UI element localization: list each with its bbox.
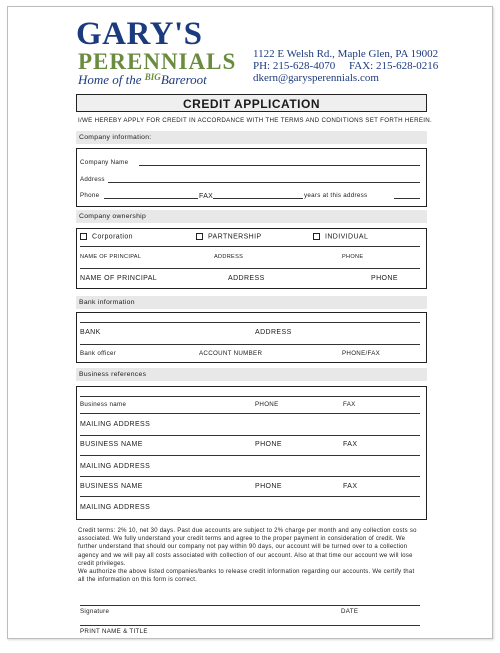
ref-3-mailing-line[interactable] [80, 496, 420, 497]
address-label: Address [80, 176, 105, 183]
authorization-paragraph: We authorize the above listed companies/banks to release credit information regarding our accounts. We certify that all the information on this form is correct. [78, 569, 415, 584]
principal-2-address-label: ADDRESS [228, 275, 265, 282]
company-phones: PH: 215-628-4070 FAX: 215-628-0216 [253, 60, 439, 72]
phone-field[interactable] [104, 198, 198, 199]
credit-terms [78, 527, 423, 584]
logo-garys: GARY'S [76, 16, 203, 52]
tagline-suffix: Bareroot [160, 72, 207, 87]
bank-label: BANK [80, 329, 101, 336]
section-references: Business references [76, 368, 427, 381]
logo-tagline [78, 73, 207, 86]
bank-officer-label: Bank officer [80, 350, 117, 357]
ref-2-name-label: BUSINESS NAME [80, 441, 143, 448]
principal-1-phone-label: PHONE [342, 254, 364, 260]
bank-line-1[interactable] [80, 322, 420, 323]
account-number-label: ACCOUNT NUMBER [199, 350, 263, 357]
bank-address-label: ADDRESS [255, 329, 292, 336]
corporation-checkbox[interactable] [80, 233, 87, 240]
corporation-label: Corporation [92, 233, 133, 241]
section-ownership: Company ownership [76, 210, 427, 223]
company-email: dkern@garysperennials.com [253, 72, 379, 84]
signature-line[interactable] [80, 605, 420, 606]
company-name-field[interactable] [139, 165, 420, 166]
phone-label: Phone [80, 192, 100, 199]
company-name-label: Company Name [80, 159, 129, 166]
form-title: CREDIT APPLICATION [76, 94, 427, 112]
ref-1-name-label: Business name [80, 401, 127, 408]
tagline-prefix: Home of the [78, 72, 145, 87]
principal-2-field[interactable] [80, 268, 420, 269]
years-label: years at this address [304, 192, 368, 199]
individual-label: INDIVIDUAL [325, 233, 369, 241]
option-individual[interactable] [313, 233, 368, 240]
section-bank: Bank information [76, 296, 427, 309]
option-corporation[interactable] [80, 233, 133, 240]
tagline-big: BIG [144, 72, 161, 82]
bank-line-2[interactable] [80, 344, 420, 345]
print-name-line[interactable] [80, 625, 420, 626]
principal-2-phone-label: PHONE [371, 275, 398, 282]
option-partnership[interactable] [196, 233, 262, 240]
ref-1-mailing-label: MAILING ADDRESS [80, 421, 151, 428]
credit-application-page [7, 6, 493, 639]
intro-statement: I/WE HEREBY APPLY FOR CREDIT IN ACCORDANCE WITH THE TERMS AND CONDITIONS SET FORTH HEREIN. [78, 117, 433, 124]
signature-label: Signature [80, 608, 110, 615]
ref-3-line[interactable] [80, 476, 420, 477]
ref-3-phone-label: PHONE [255, 483, 282, 490]
ref-1-fax-label: FAX [343, 401, 356, 408]
ref-2-mailing-line[interactable] [80, 455, 420, 456]
fax-field[interactable] [213, 198, 303, 199]
principal-1-name-label: NAME OF PRINCIPAL [80, 254, 142, 260]
address-field[interactable] [108, 182, 420, 183]
ref-1-phone-label: PHONE [255, 401, 279, 408]
ref-2-mailing-label: MAILING ADDRESS [80, 463, 151, 470]
years-field[interactable] [394, 198, 420, 199]
section-company-info: Company information: [76, 131, 427, 144]
ref-3-mailing-label: MAILING ADDRESS [80, 504, 151, 511]
company-address: 1122 E Welsh Rd., Maple Glen, PA 19002 [253, 48, 439, 60]
bank-phone-fax-label: PHONE/FAX [342, 350, 381, 357]
ref-3-fax-label: FAX [343, 483, 358, 490]
ref-2-fax-label: FAX [343, 441, 358, 448]
date-label: DATE [341, 608, 359, 615]
principal-1-field[interactable] [80, 246, 420, 247]
references-box [76, 386, 427, 520]
ref-1-mailing-line[interactable] [80, 413, 420, 414]
partnership-label: PARTNERSHIP [208, 233, 262, 241]
fax-label: FAX [199, 193, 214, 200]
principal-2-name-label: NAME OF PRINCIPAL [80, 275, 158, 282]
logo-perennials: PERENNIALS [78, 49, 237, 74]
ref-3-name-label: BUSINESS NAME [80, 483, 143, 490]
individual-checkbox[interactable] [313, 233, 320, 240]
print-name-label: PRINT NAME & TITLE [80, 628, 148, 635]
ref-2-line[interactable] [80, 435, 420, 436]
principal-1-address-label: ADDRESS [214, 254, 244, 260]
ref-2-phone-label: PHONE [255, 441, 282, 448]
terms-paragraph: Credit terms: 2% 10, net 30 days. Past due accounts are subject to 2% charge per month and any collection costs so associated. We fully understand your credit terms and agree to the proper payment in consideration of credit. We further understand that should our company not pay within 90 days, our account will be turned over to a collection agency and we will pay all costs associated with collection of our account. Also at that time our account we will lose credit privileges. [78, 528, 417, 567]
ref-1-line[interactable] [80, 396, 420, 397]
partnership-checkbox[interactable] [196, 233, 203, 240]
